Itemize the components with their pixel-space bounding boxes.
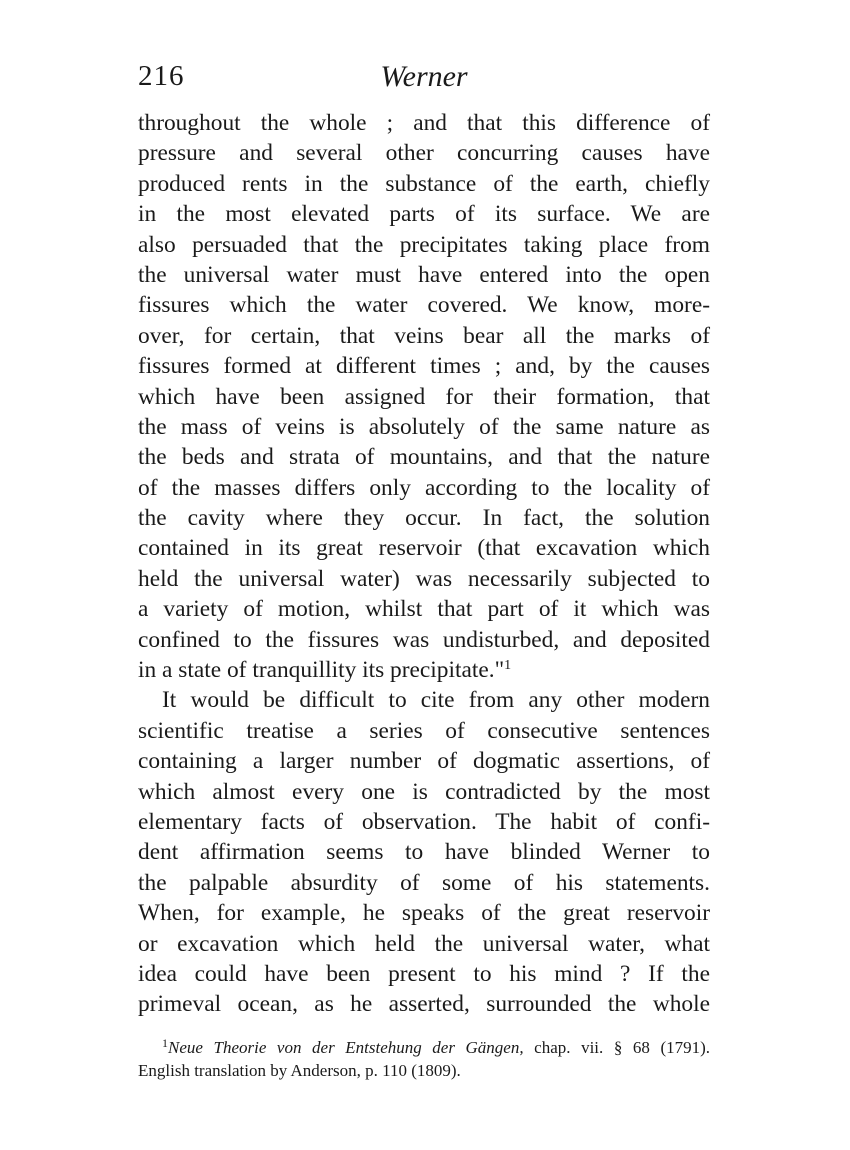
text-line: idea could have been present to his mind ? If the [138, 960, 710, 987]
running-head [138, 60, 710, 96]
text-line: held the universal water) was necessarily subjected to [138, 565, 710, 592]
text-line: a variety of motion, whilst that part of it which was [138, 596, 710, 623]
footnote-marker: 1 [162, 1036, 168, 1050]
text-line: pressure and several other concurring causes have [138, 140, 710, 167]
text-line: fissures which the water covered. We know, more- [138, 292, 710, 319]
text-line: over, for certain, that veins bear all the marks of [138, 322, 710, 349]
text-line: throughout the whole ; and that this difference of [138, 110, 710, 136]
quote-end-line [138, 655, 710, 685]
text-line: the universal water must have entered into the open [138, 261, 710, 288]
text-line: which have been assigned for their formation, that [138, 383, 710, 410]
footnote-line: English translation by Anderson, p. 110 (1809). [138, 1061, 461, 1080]
body-text [138, 108, 710, 1020]
text-line: fissures formed at different times ; and, by the causes [138, 353, 710, 380]
text-line: the beds and strata of mountains, and that the nature [138, 444, 710, 471]
text-line: elementary facts of observation. The habit of confi- [138, 808, 710, 835]
text-line-content: in a state of tranquillity its precipitate." [138, 657, 505, 684]
text-line: in the most elevated parts of its surface. We are [138, 201, 710, 228]
footnote-title: Neue Theorie von der Entstehung der Gängen, [168, 1038, 524, 1057]
text-line: confined to the fissures was undisturbed, and deposited [138, 626, 710, 653]
text-line: the mass of veins is absolutely of the same nature as [138, 413, 710, 440]
footnote-line [138, 1036, 710, 1059]
text-line: also persuaded that the precipitates taking place from [138, 231, 710, 258]
running-title: Werner [380, 60, 468, 93]
footnote-citation: chap. vii. § 68 (1791). [523, 1038, 711, 1057]
text-line: primeval ocean, as he asserted, surrounded the whole [138, 991, 710, 1018]
text-line: contained in its great reservoir (that excavation which [138, 535, 710, 562]
text-line: of the masses differs only according to the locality of [138, 474, 710, 501]
page-number: 216 [138, 60, 185, 92]
text-line: scientific treatise a series of consecutive sentences [138, 717, 710, 744]
text-line: or excavation which held the universal water, what [138, 930, 710, 957]
footnote [138, 1036, 710, 1082]
text-line: the cavity where they occur. In fact, the solution [138, 505, 710, 532]
paragraph-start-line: It would be difficult to cite from any other modern [162, 687, 710, 714]
text-line: dent affirmation seems to have blinded Werner to [138, 839, 710, 866]
text-line: which almost every one is contradicted by the most [138, 778, 710, 805]
text-line: the palpable absurdity of some of his statements. [138, 869, 710, 896]
footnote-reference: 1 [504, 658, 512, 674]
text-line: containing a larger number of dogmatic assertions, of [138, 748, 710, 775]
text-line: produced rents in the substance of the earth, chiefly [138, 170, 710, 197]
text-line: When, for example, he speaks of the great reservoir [138, 900, 710, 927]
